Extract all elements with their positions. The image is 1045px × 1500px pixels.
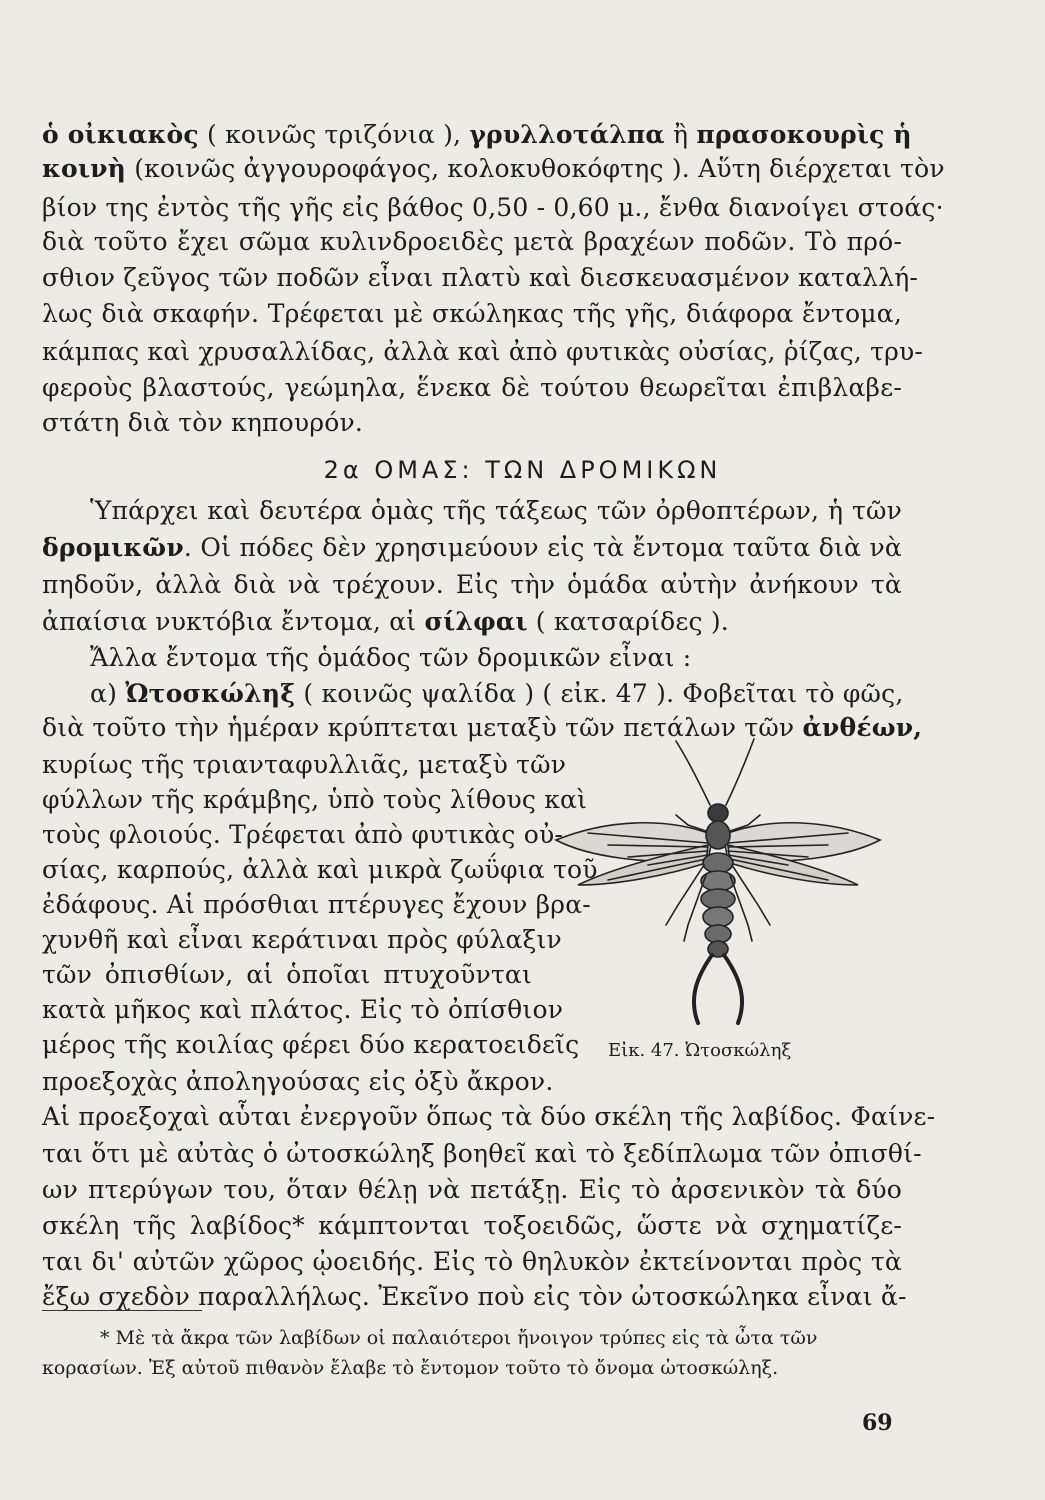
text-line: σίας, καρπούς, ἀλλὰ καὶ μικρὰ ζωΰφια τοῦ <box>42 855 598 884</box>
term-oikiakos: ὁ οἰκιακὸς <box>42 120 199 149</box>
text-line: φύλλων τῆς κράμβης, ὑπὸ τοὺς λίθους καὶ <box>42 785 588 814</box>
text-line: κυρίως τῆς τριανταφυλλιᾶς, μεταξὺ τῶν <box>42 750 567 779</box>
abdomen-segment <box>703 853 733 873</box>
thorax <box>706 821 730 849</box>
abdomen-segment <box>701 889 735 909</box>
text-line: ται ὅτι μὲ αὐτὰς ὁ ὠτοσκώληξ βοηθεῖ καὶ τὸ ξεδίπλωμα τῶν ὀπισθί- <box>42 1139 922 1168</box>
text-line: τοὺς φλοιούς. Τρέφεται ἀπὸ φυτικὰς οὐ- <box>42 820 564 849</box>
text-line: ἔξω σχεδὸν παραλλήλως. Ἐκεῖνο ποὺ εἰς τὸν ὠτοσκώληκα εἶναι ἄ- <box>42 1282 907 1311</box>
text-line: ἐδάφους. Αἱ πρόσθιαι πτέρυγες ἔχουν βρα- <box>42 890 591 919</box>
text-line: Ὑπάρχει καὶ δευτέρα ὁμὰς τῆς τάξεως τῶν ὀρθοπτέρων, ἡ τῶν <box>90 496 902 525</box>
text-line: Ἄλλα ἔντομα τῆς ὁμάδος τῶν δρομικῶν εἶναι : <box>90 643 692 672</box>
text-line: πηδοῦν, ἀλλὰ διὰ νὰ τρέχουν. Εἰς τὴν ὁμάδα αὐτὴν ἀνήκουν τὰ <box>42 570 902 599</box>
figure-caption: Εἰκ. 47. Ὠτοσκώληξ <box>608 1040 792 1061</box>
term-gryllotalpa: γρυλλοτάλπα <box>469 120 665 149</box>
term-dromikon: δρομικῶν <box>42 533 184 562</box>
text-span: ἀπαίσια νυκτόβια ἔντομα, αἱ <box>42 607 425 636</box>
footnote-line: * Μὲ τὰ ἄκρα τῶν λαβίδων οἱ παλαιότεροι ἤνοιγον τρύπες εἰς τὰ ὦτα τῶν <box>100 1327 818 1349</box>
text-line <box>42 154 945 184</box>
forceps <box>694 955 742 1023</box>
text-span: ἢ <box>664 120 697 149</box>
text-line: χυνθῆ καὶ εἶναι κεράτιναι πρὸς φύλαξιν <box>42 925 562 954</box>
footnote-divider <box>42 1310 202 1311</box>
text-span: ( κοινῶς ψαλίδα ) ( εἰκ. 47 ). Φοβεῖται τὸ φῶς, <box>295 679 904 708</box>
text-span: α) <box>90 679 126 708</box>
text-line: λως διὰ σκαφήν. Τρέφεται μὲ σκώληκας τῆς γῆς, διάφορα ἔντομα, <box>42 299 902 328</box>
term-antheon: ἀνθέων, <box>802 713 923 742</box>
text-line: Αἱ προεξοχαὶ αὗται ἐνεργοῦν ὅπως τὰ δύο σκέλη τῆς λαβίδος. Φαίνε- <box>42 1102 936 1131</box>
text-line: στάτη διὰ τὸν κηπουρόν. <box>42 408 364 437</box>
text-line: προεξοχὰς ἀποληγούσας εἰς ὀξὺ ἄκρον. <box>42 1067 554 1096</box>
text-line: ται δι' αὐτῶν χῶρος ᾠοειδής. Εἰς τὸ θηλυκὸν ἐκτείνονται πρὸς τὰ <box>42 1247 902 1276</box>
text-span: (κοινῶς ἀγγουροφάγος, κολοκυθοκόφτης ). Αὕτη διέρχεται τὸν <box>126 154 945 183</box>
text-span: διὰ τοῦτο τὴν ἡμέραν κρύπτεται μεταξὺ τῶν πετάλων τῶν <box>42 713 803 742</box>
term-koini: κοινὴ <box>42 154 127 183</box>
leg <box>730 875 752 941</box>
antenna-left <box>676 741 710 805</box>
text-line <box>42 120 912 150</box>
text-line <box>90 679 902 709</box>
text-line: σθιον ζεῦγος τῶν ποδῶν εἶναι πλατὺ καὶ διεσκευασμένον καταλλή- <box>42 263 919 292</box>
text-line: κατὰ μῆκος καὶ πλάτος. Εἰς τὸ ὀπίσθιον <box>42 995 564 1024</box>
antenna-right <box>726 739 754 805</box>
page-number: 69 <box>862 1410 893 1436</box>
head <box>708 804 728 822</box>
text-line: σκέλη τῆς λαβίδος* κάμπτονται τοξοειδῶς, ὥστε νὰ σχηματίζε- <box>42 1211 902 1240</box>
abdomen-segment <box>701 871 735 891</box>
term-prasokouris: πρασοκουρὶς ἡ <box>696 120 912 149</box>
text-line: τῶν ὀπισθίων, αἱ ὁποῖαι πτυχοῦνται <box>42 960 532 989</box>
section-heading: 2α ΟΜΑΣ: ΤΩΝ ΔΡΟΜΙΚΩΝ <box>323 456 722 484</box>
text-line: βίον της ἐντὸς τῆς γῆς εἰς βάθος 0,50 - 0,60 μ., ἔνθα διανοίγει στοάς· <box>42 193 944 222</box>
text-line: μέρος τῆς κοιλίας φέρει δύο κερατοειδεῖς <box>42 1030 580 1059</box>
text-span: ( κοινῶς τριζόνια ), <box>198 120 470 149</box>
text-span: ( κατσαρίδες ). <box>527 607 729 636</box>
text-line: κάμπας καὶ χρυσαλλίδας, ἀλλὰ καὶ ἀπὸ φυτικὰς οὐσίας, ῥίζας, τρυ- <box>42 337 924 366</box>
text-line: φεροὺς βλαστούς, γεώμηλα, ἕνεκα δὲ τούτου θεωρεῖται ἐπιβλαβε- <box>42 373 902 402</box>
earwig-illustration <box>548 735 888 1035</box>
text-span: . Οἱ πόδες δὲν χρησιμεύουν εἰς τὰ ἔντομα ταῦτα διὰ νὰ <box>183 533 902 562</box>
term-otoskolix: Ὠτοσκώληξ <box>125 679 296 708</box>
text-line <box>42 607 902 637</box>
text-line <box>42 533 902 563</box>
leg <box>684 875 706 941</box>
text-line: διὰ τοῦτο ἔχει σῶμα κυλινδροειδὲς μετὰ βραχέων ποδῶν. Τὸ πρό- <box>42 227 902 256</box>
text-line: ων πτερύγων του, ὅταν θέλῃ νὰ πετάξῃ. Εἰς τὸ ἀρσενικὸν τὰ δύο <box>42 1175 902 1204</box>
abdomen-segment <box>703 907 733 927</box>
footnote-line: κορασίων. Ἐξ αὐτοῦ πιθανὸν ἔλαβε τὸ ἔντομον τοῦτο τὸ ὄνομα ὠτοσκώληξ. <box>42 1357 779 1379</box>
term-silfai: σίλφαι <box>424 607 528 636</box>
